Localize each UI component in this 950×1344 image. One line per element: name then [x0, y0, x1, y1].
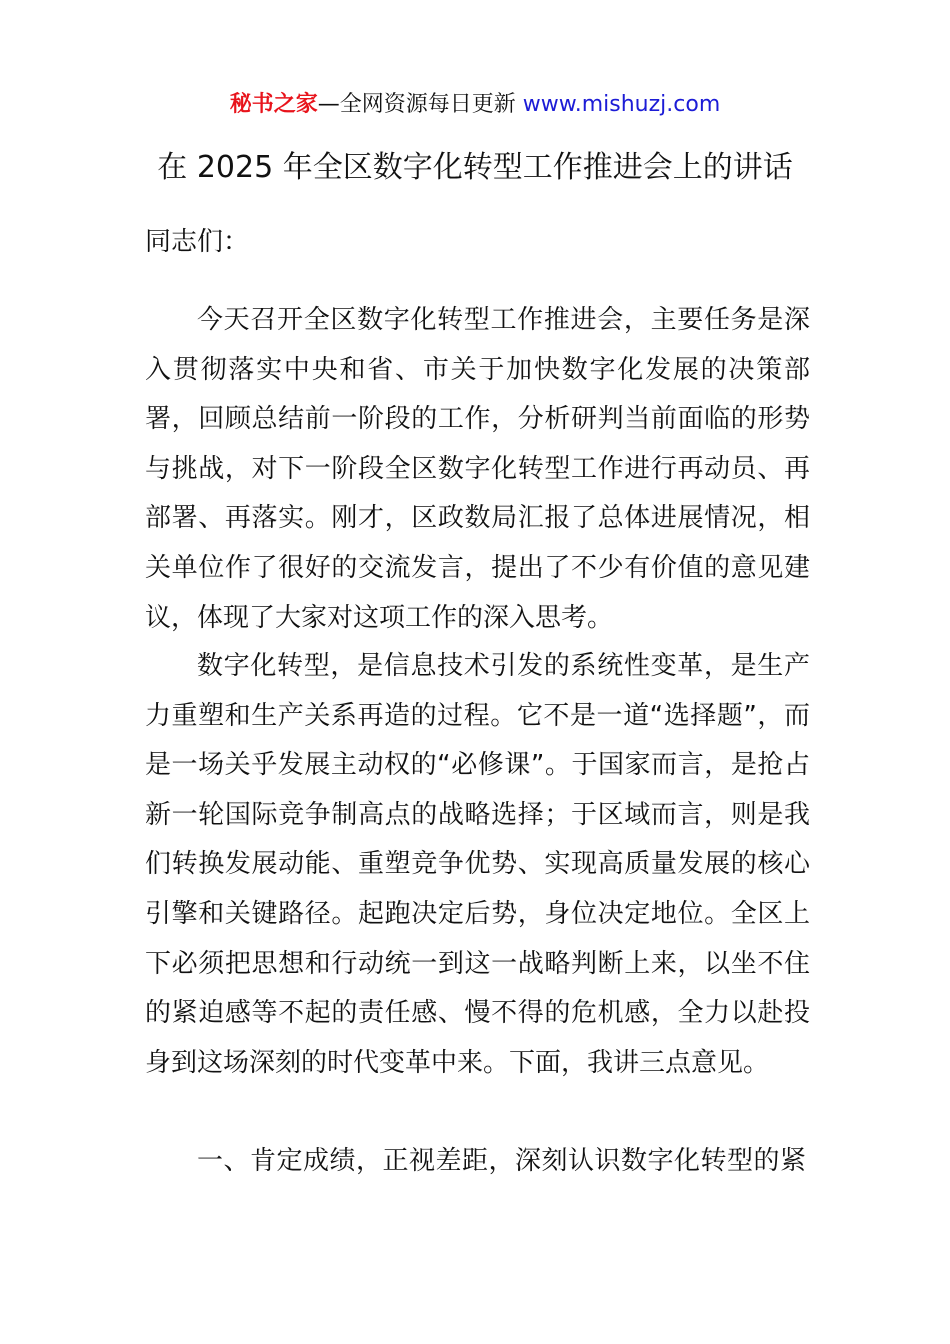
header-tagline: —全网资源每日更新 [317, 92, 523, 117]
site-url-link[interactable]: www.mishuzj.com [522, 92, 721, 117]
paragraph-digital-transformation: 数字化转型，是信息技术引发的系统性变革，是生产力重塑和生产关系再造的过程。它不是一道“选择题”，而是一场关乎发展主动权的“必修课”。于国家而言，是抢占新一轮国际竞争制高点的战略选择；于区域而言，则是我们转换发展动能、重塑竞争优势、实现高质量发展的核心引擎和关键路径。起跑决定后势，身位决定地位。全区上下必须把思想和行动统一到这一战略判断上来，以坐不住的紧迫感等不起的责任感、慢不得的危机感，全力以赴投身到这场深刻的时代变革中来。下面，我讲三点意见。 [145, 651, 810, 1078]
paragraph-opening: 今天召开全区数字化转型工作推进会，主要任务是深入贯彻落实中央和省、市关于加快数字化发展的决策部署，回顾总结前一阶段的工作，分析研判当前面临的形势与挑战，对下一阶段全区数字化转型工作进行再动员、再部署、再落实。刚才，区政数局汇报了总体进展情况，相关单位作了很好的交流发言，提出了不少有价值的意见建议，体现了大家对这项工作的深入思考。 [145, 305, 810, 633]
brand-name: 秘书之家 [229, 92, 318, 117]
section-heading-1: 一、肯定成绩，正视差距，深刻认识数字化转型的紧 [197, 1146, 807, 1176]
salutation: 同志们： [145, 227, 250, 257]
document-title: 在 2025 年全区数字化转型工作推进会上的讲话 [157, 150, 793, 185]
site-header [0, 88, 950, 122]
